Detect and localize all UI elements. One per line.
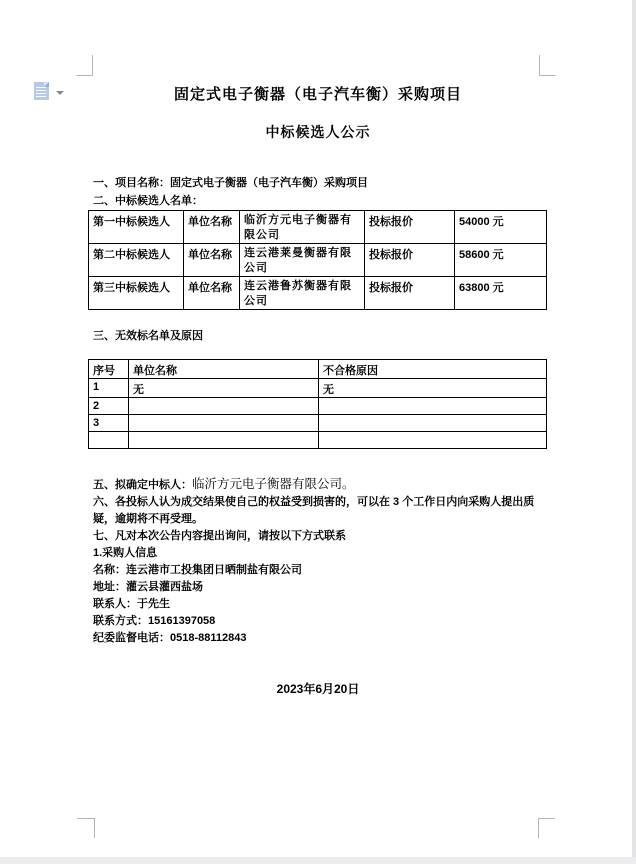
section-objection: 六、各投标人认为成交结果使自己的权益受到损害的，可以在 3 个工作日内向采购人提出质疑，逾期将不再受理。 — [93, 496, 535, 525]
table-row — [89, 277, 547, 310]
company-label: 单位名称 — [184, 277, 240, 310]
candidates-table — [88, 210, 547, 310]
page-edge-bottom — [0, 857, 636, 864]
invalid-reason — [319, 432, 547, 449]
table-header-row — [89, 360, 547, 379]
invalid-bids-table — [88, 359, 547, 449]
invalid-reason: 无 — [319, 379, 547, 398]
company-name: 连云港鲁苏衡器有限公司 — [240, 277, 365, 310]
company-name: 临沂方元电子衡器有限公司 — [240, 211, 365, 244]
section-winner-line — [93, 476, 547, 494]
table-row — [89, 415, 547, 432]
invalid-company — [129, 432, 319, 449]
table-row — [89, 432, 547, 449]
row-number: 2 — [89, 398, 129, 415]
contact-person: 联系人：于先生 — [93, 598, 170, 610]
table-row — [89, 379, 547, 398]
contact-phone: 联系方式：15161397058 — [93, 615, 216, 627]
winner-company: 临沂方元电子衡器有限公司。 — [192, 477, 355, 491]
supervision-phone: 纪委监督电话：0518-88112843 — [93, 632, 247, 644]
buyer-address: 地址：灌云县灌西盐场 — [93, 581, 203, 593]
candidate-rank: 第一中标候选人 — [89, 211, 184, 244]
table-row — [89, 244, 547, 277]
company-label: 单位名称 — [184, 211, 240, 244]
section-inquiry: 七、凡对本次公告内容提出询问，请按以下方式联系 — [93, 530, 346, 542]
document-date: 2023年6月20日 — [276, 682, 360, 696]
company-name: 连云港莱曼衡器有限公司 — [240, 244, 365, 277]
section-project-name: 一、项目名称：固定式电子衡器（电子汽车衡）采购项目 — [93, 177, 368, 189]
section-candidate-list-heading: 二、中标候选人名单： — [93, 195, 203, 207]
invalid-reason — [319, 415, 547, 432]
invalid-company — [129, 415, 319, 432]
invalid-company — [129, 398, 319, 415]
section-invalid-bids-heading: 三、无效标名单及原因 — [93, 330, 203, 342]
column-header: 不合格原因 — [319, 360, 547, 379]
buyer-info-heading: 1.采购人信息 — [93, 547, 158, 559]
column-header: 序号 — [89, 360, 129, 379]
price-label: 投标报价 — [365, 211, 455, 244]
table-row — [89, 211, 547, 244]
buyer-name: 名称：连云港市工投集团日晒制盐有限公司 — [93, 564, 302, 576]
candidate-rank: 第二中标候选人 — [89, 244, 184, 277]
price-label: 投标报价 — [365, 244, 455, 277]
price-label: 投标报价 — [365, 277, 455, 310]
price-value: 63800 元 — [455, 277, 547, 310]
document-subtitle: 中标候选人公示 — [265, 124, 371, 140]
candidate-rank: 第三中标候选人 — [89, 277, 184, 310]
price-value: 54000 元 — [455, 211, 547, 244]
column-header: 单位名称 — [129, 360, 319, 379]
document-title: 固定式电子衡器（电子汽车衡）采购项目 — [173, 86, 462, 103]
invalid-reason — [319, 398, 547, 415]
table-row — [89, 398, 547, 415]
row-number: 1 — [89, 379, 129, 398]
winner-label: 五、拟确定中标人： — [93, 479, 192, 491]
body-text-block — [93, 476, 547, 647]
row-number: 3 — [89, 415, 129, 432]
company-label: 单位名称 — [184, 244, 240, 277]
row-number — [89, 432, 129, 449]
invalid-company: 无 — [129, 379, 319, 398]
price-value: 58600 元 — [455, 244, 547, 277]
